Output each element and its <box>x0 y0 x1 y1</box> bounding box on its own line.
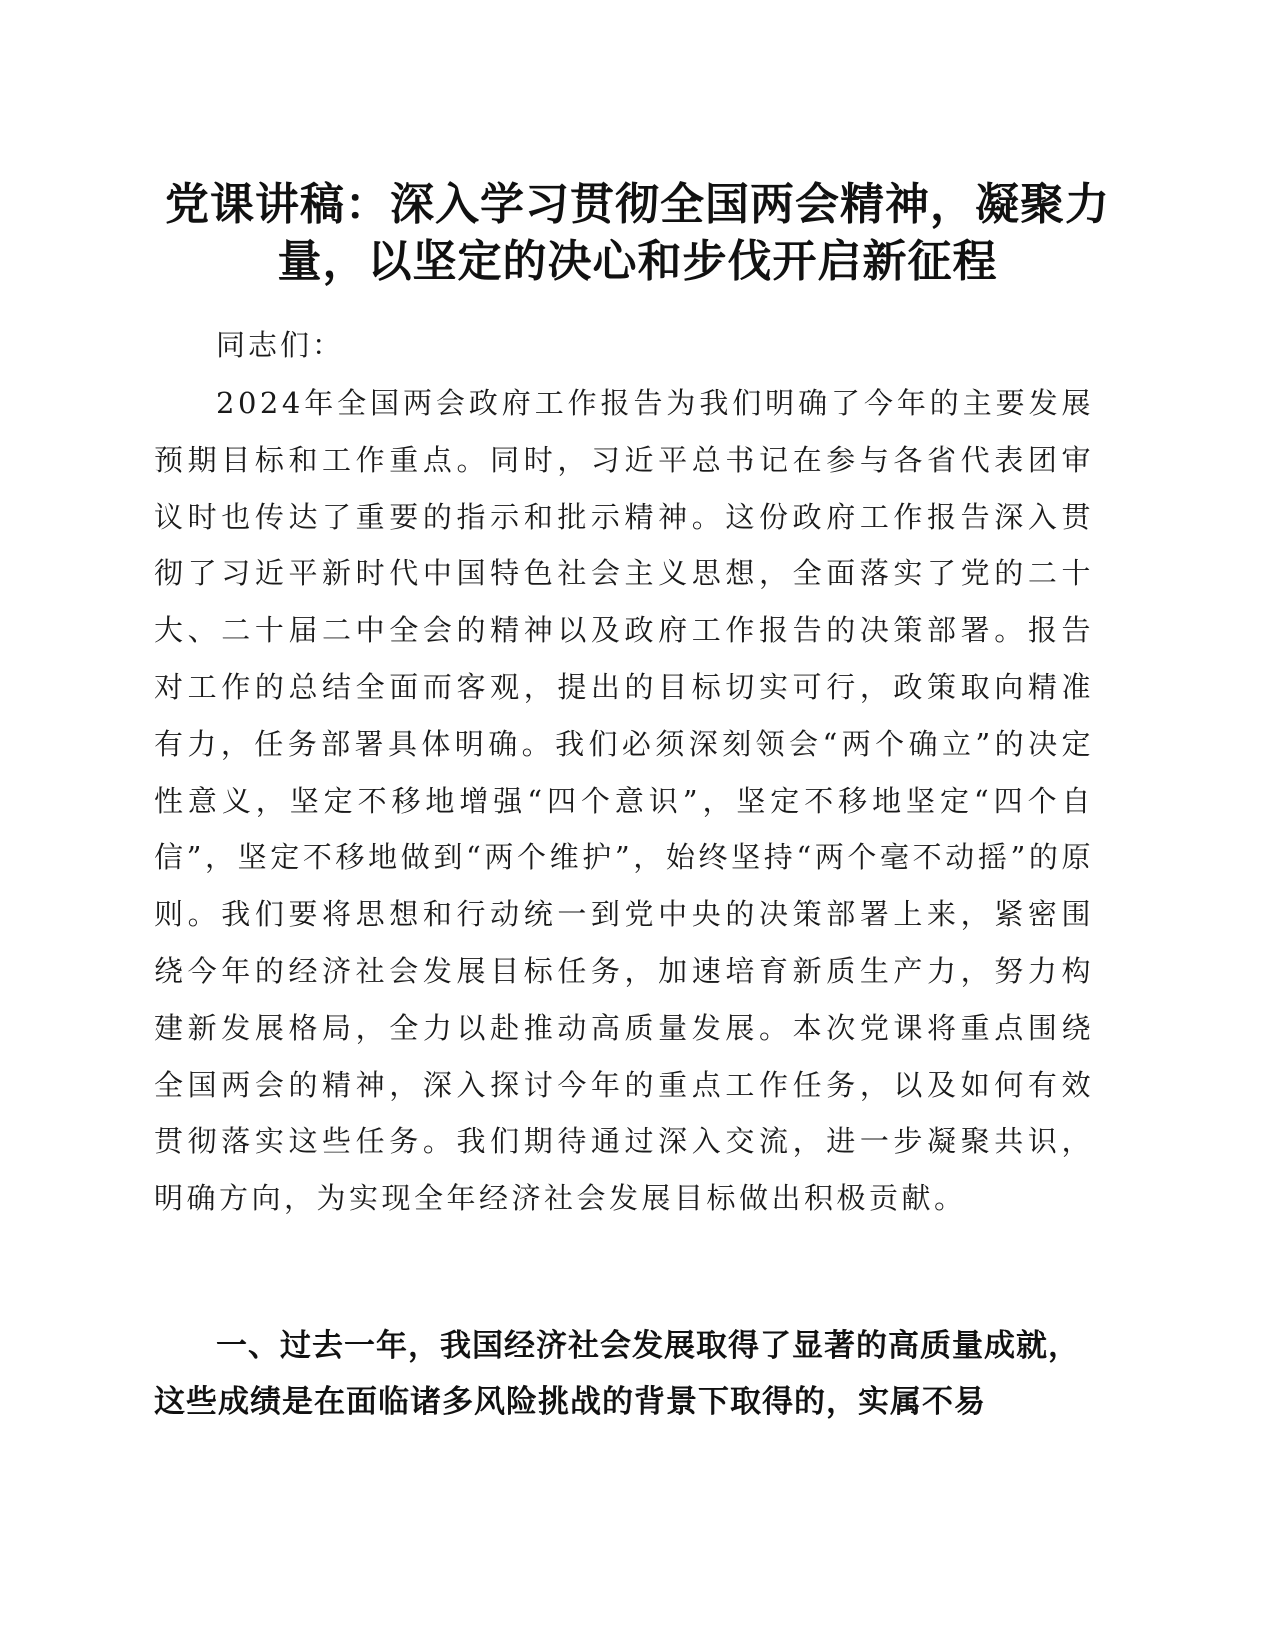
body-paragraph: 2024年全国两会政府工作报告为我们明确了今年的主要发展预期目标和工作重点。同时，习近平总书记在参与各省代表团审议时也传达了重要的指示和批示精神。这份政府工作报告深入贯彻了习近平新时代中国特色社会主义思想，全面落实了党的二十大、二十届二中全会的精神以及政府工作报告的决策部署。报告对工作的总结全面而客观，提出的目标切实可行，政策取向精准有力，任务部署具体明确。我们必须深刻领会“两个确立”的决定性意义，坚定不移地增强“四个意识”，坚定不移地坚定“四个自信”，坚定不移地做到“两个维护”，始终坚持“两个毫不动摇”的原则。我们要将思想和行动统一到党中央的决策部署上来，紧密围绕今年的经济社会发展目标任务，加速培育新质生产力，努力构建新发展格局，全力以赴推动高质量发展。本次党课将重点围绕全国两会的精神，深入探讨今年的重点工作任务，以及如何有效贯彻落实这些任务。我们期待通过深入交流，进一步凝聚共识，明确方向，为实现全年经济社会发展目标做出积极贡献。 <box>154 386 1094 1216</box>
document-title: 党课讲稿：深入学习贯彻全国两会精神，凝聚力量，以坚定的决心和步伐开启新征程 <box>165 179 1110 287</box>
greeting: 同志们： <box>216 328 345 362</box>
section-heading: 一、过去一年，我国经济社会发展取得了显著的高质量成就，这些成绩是在面临诸多风险挑战的背景下取得的，实属不易 <box>154 1328 1080 1420</box>
